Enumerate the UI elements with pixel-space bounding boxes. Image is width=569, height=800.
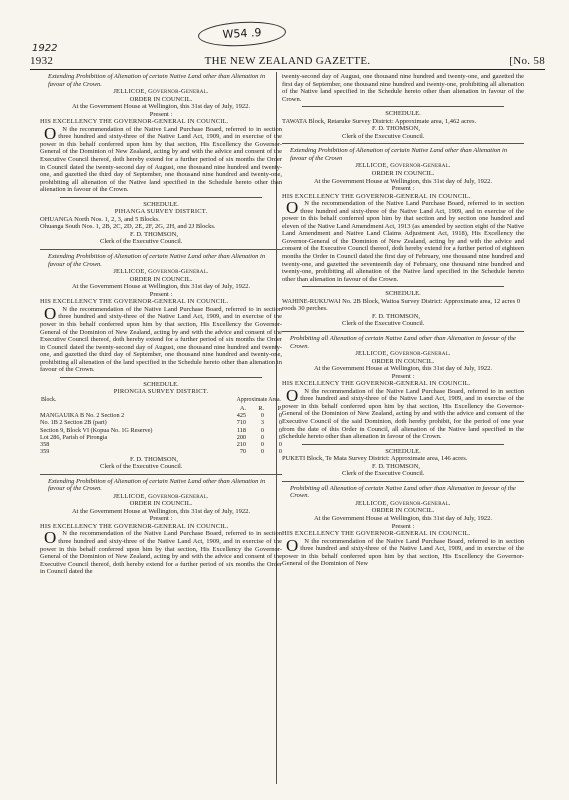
signature-title: Clerk of the Executive Council. [342,132,425,140]
block-cell: No. 1B 2 Section 2B (part) [40,419,107,427]
divider [302,106,504,107]
present-label: Present : [149,290,173,298]
notice-heading: Extending Prohibition of Alienation of certain Native Land other than Alienation in favour of the Crown [290,147,508,162]
signature-name: F. D. THOMSON, [372,312,420,320]
block-cell: Lot 286, Parish of Pirongia [40,433,108,441]
excellency-line: HIS EXCELLENCY THE GOVERNOR-GENERAL IN COUNCIL. [40,298,229,306]
governor-line: JELLICOE, Governor-General. [113,268,209,276]
section-rule [282,481,524,482]
acres-cell: 425 [236,412,246,420]
header-rule [30,69,545,70]
present-label: Present : [149,110,173,118]
perches-cell: 0 [278,433,282,441]
unit-acres: A. [239,405,246,413]
present-label: Present : [149,515,173,523]
block-cell: 359 [40,448,50,456]
notice-puketi [282,335,524,478]
roods-cell: 0 [260,441,264,449]
notice-body-continued: twenty-second day of August, one thousand nine hundred and twenty-one, and gazetted the first day of September, one thousand nine hundred and twenty-one, prohibiting all alienation of the Native land specified in the Schedule hereto other than alienation in favour of the Crown. [282,73,524,103]
excellency-line: HIS EXCELLENCY THE GOVERNOR-GENERAL IN COUNCIL. [40,522,229,530]
notice-body [40,123,282,194]
signature-title: Clerk of the Executive Council. [100,463,183,471]
perches-cell: 0 [278,441,282,449]
acres-cell: 70 [239,448,246,456]
present-label: Present : [391,185,415,193]
signature-name: F. D. THOMSON, [372,462,420,470]
survey-district: PIRONGIA SURVEY DISTRICT. [113,388,209,396]
place-date: At the Government House at Wellington, this 31st day of July, 1922. [313,365,493,373]
schedule-line: TAWATA Block, Retaruke Survey District: Approximate area, 1,462 acres. [282,117,477,125]
notice-tawata [282,73,524,140]
roods-cell: 3 [260,419,264,427]
order-title: ORDER IN COUNCIL. [129,500,193,508]
governor-line: JELLICOE, Governor-General. [355,499,451,507]
notice-body [282,200,524,283]
excellency-line: HIS EXCELLENCY THE GOVERNOR-GENERAL IN COUNCIL. [282,530,471,538]
schedule-title: SCHEDULE. [143,200,179,208]
signature-title: Clerk of the Executive Council. [342,320,425,328]
order-title: ORDER IN COUNCIL. [129,95,193,103]
divider [60,197,262,198]
schedule-title: SCHEDULE. [385,110,421,118]
order-title: ORDER IN COUNCIL. [371,357,435,365]
perches-cell: 0 [278,448,282,456]
drop-cap: O [44,303,57,323]
block-cell: MANGAUIKA B No. 2 Section 2 [40,412,125,420]
unit-perches: P. [277,405,282,413]
drop-cap: O [286,535,299,555]
drop-cap: O [286,385,299,405]
gazette-title: THE NEW ZEALAND GAZETTE. [204,55,371,67]
notice-wahine-rukuwai [282,147,524,328]
schedule-title: SCHEDULE. [385,447,421,455]
notice-body-text: N the recommendation of the Native Land Purchase Board, referred to in section three hundred and sixty-three of the Native Land Act, 1909, and in exercise of the power in this behalf conferred upon him by that section, His Excellency the Governor-General of the Dominion of New [282,537,524,568]
schedule-title: SCHEDULE. [385,290,421,298]
notice-heading: Prohibiting all Alienation of certain Native Land other than Alienation in favour of the Crown. [290,484,516,500]
drop-cap: O [44,123,57,143]
schedule-line: WAHINE-RUKUWAI No. 2B Block, Waitoa Survey District: Approximate area, 12 acres 0 roods 30 perches. [282,297,520,313]
notice-heading: Extending Prohibition of Alienation of certain Native Land other than Alienation in favour of the Crown. [48,253,266,268]
table-row [40,427,282,434]
schedule-line: PUKETI Block, Te Mata Survey District: Approximate area, 146 acres. [282,455,468,463]
notice-body-text: N the recommendation of the Native Land Purchase Board, referred to in section three hundred and sixty-three of the Native Land Act, 1909, and in exercise of the power in this behalf conferred upon him by that section, His Excellency the Governor-General of the Dominion of New Zealand, acting by and with the advice and consent of the Executive Council of the said Dominion, doth hereby prohibit, for the period of one year from the date of this Order in Council, all alienation of the Native land specified in the Schedule hereto other than alienation in favour of the Crown. [282,387,524,441]
block-cell: 358 [40,441,50,449]
perches-cell: 0 [278,419,282,427]
survey-district: PIHANGA SURVEY DISTRICT. [114,208,208,216]
archive-stamp: W54 .9 [197,20,286,49]
notice-pirongia [40,253,282,471]
schedule-title: SCHEDULE. [143,380,179,388]
page-number: 1932 [30,55,54,67]
table-header [40,396,282,405]
table-row [40,412,282,419]
schedule-table [40,396,282,456]
order-title: ORDER IN COUNCIL. [129,275,193,283]
right-column [282,73,524,568]
notice-body-text: N the recommendation of the Native Land Purchase Board, referred to in section three hundred and sixty-three of the Native Land Act, 1909, and in exercise of the power in this behalf conferred upon him by that section and by section one hundred and eleven of the Native Land Amendment Act, 1913 (as amended by section eight of the Native Land Amendment and Native Land Claims Adjustment Act, 1918), His Excellency the Governor-General of the Dominion of New Zealand, acting by and with the advice and consent of the Executive Council thereof, doth hereby extend for a further period of eighteen months the Order in Council dated the first day of February, one thousand nine hundred and twenty-one, and gazetted the seventeenth day of February, one thousand nine hundred and twenty-one, prohibiting all alienation of the Native land specified in the Schedule hereto other than alienation in favour of the Crown. [282,200,524,283]
schedule-line: OHUANGA North Nos. 1, 2, 3, and 5 Blocks. [40,215,160,223]
notice-heading: Extending Prohibition of Alienation of certain Native Land other than Alienation in favour of the Crown. [48,73,266,88]
signature-name: F. D. THOMSON, [130,455,178,463]
table-row [40,419,282,426]
notice-pihanga [40,73,282,246]
notice-body [40,303,282,374]
column-header-block: Block. [41,396,57,403]
unit-roods: R. [258,405,264,413]
notice-heading: Extending Prohibition of Alienation of certain Native Land other than Alienation in favour of the Crown. [48,477,266,493]
signature-name: F. D. THOMSON, [130,230,178,238]
place-date: At the Government House at Wellington, this 31st day of July, 1922. [71,507,251,515]
order-title: ORDER IN COUNCIL. [371,170,435,178]
governor-line: JELLICOE, Governor-General. [113,492,209,500]
notice-body [40,530,282,575]
roods-cell: 0 [260,412,264,420]
signature-name: F. D. THOMSON, [372,125,420,133]
governor-line: JELLICOE, Governor-General. [355,350,451,358]
divider [60,377,262,378]
acres-cell: 210 [236,441,246,449]
acres-cell: 118 [236,426,246,434]
governor-line: JELLICOE, Governor-General. [355,162,451,170]
issue-number: [No. 58 [509,55,545,67]
notice-body [282,535,524,568]
perches-cell: 0 [278,412,282,420]
running-header [30,55,545,69]
section-rule [282,331,524,332]
notice-final [282,485,524,568]
present-label: Present : [391,372,415,380]
governor-line: JELLICOE, Governor-General. [113,88,209,96]
signature-title: Clerk of the Executive Council. [100,238,183,246]
roods-cell: 0 [260,448,264,456]
table-row [40,441,282,448]
column-header-area: Approximate Area. [236,396,281,403]
section-rule [282,143,524,144]
place-date: At the Government House at Wellington, this 31st day of July, 1922. [313,177,493,185]
drop-cap: O [286,198,299,218]
acres-cell: 710 [236,419,246,427]
drop-cap: O [44,528,57,548]
notice-heading: Prohibiting all Alienation of certain Native Land other than Alienation in favour of the Crown. [290,334,516,350]
section-rule [40,249,282,250]
notice-body-text: N the recommendation of the Native Land Purchase Board, referred to in section three hundred and sixty-three of the Native Land Act, 1909, and in exercise of the power in this behalf conferred upon him by that section, His Excellency the Governor-General of the Dominion of New Zealand, acting by and with the advice and consent of the Executive Council thereof, doth hereby extend for a further period of six months the Order in Council dated the twenty-second day of August, one thousand nine hundred and twenty-one, and gazetted the third day of September, one thousand nine hundred and twenty-one, prohibiting all alienation of the Native land specified in the Schedule hereto other than alienation in favour of the Crown. [40,125,282,194]
section-rule [40,474,282,475]
handwritten-year: 1922 [32,43,58,54]
notice-third [40,478,282,576]
notice-body-text: N the recommendation of the Native Land Purchase Board, referred to in section three hundred and sixty-three of the Native Land Act, 1909, and in exercise of the power in this behalf conferred upon him by that section, His Excellency the Governor-General of the Dominion of New Zealand, acting by and with the advice and consent of the Executive Council thereof, doth hereby extend for a further period of six months the Order in Council dated the twenty-second day of August, one thousand nine hundred and twenty-one, and gazetted the third day of September, one thousand nine hundred and twenty-one, prohibiting all alienation of the land specified in the Schedule hereto other than alienation in favour of the Crown. [40,305,282,374]
excellency-line: HIS EXCELLENCY THE GOVERNOR-GENERAL IN COUNCIL. [282,192,471,200]
table-row [40,448,282,455]
table-row [40,434,282,441]
place-date: At the Government House at Wellington, this 31st day of July, 1922. [313,514,493,522]
notice-body [282,385,524,441]
divider [302,286,504,287]
acres-cell: 200 [236,433,246,441]
roods-cell: 0 [260,433,264,441]
roods-cell: 0 [260,426,264,434]
perches-cell: 0 [278,426,282,434]
table-units [40,405,282,412]
order-title: ORDER IN COUNCIL. [371,507,435,515]
notice-body-text: N the recommendation of the Native Land Purchase Board, referred to in section three hundred and sixty-three of the Native Land Act, 1909, and in exercise of the power in this behalf conferred upon him by that section, His Excellency the Governor-General of the Dominion of New Zealand, acting by and with the advice and consent of the Executive Council thereof, doth hereby extend for a further period of six months the Order in Council dated the [40,530,282,576]
present-label: Present : [391,522,415,530]
place-date: At the Government House at Wellington, this 31st day of July, 1922. [71,103,251,111]
signature-title: Clerk of the Executive Council. [342,470,425,478]
left-column [40,73,282,576]
place-date: At the Government House at Wellington, this 31st day of July, 1922. [71,283,251,291]
schedule-line: Ohuanga South Nos. 1, 2B, 2C, 2D, 2E, 2F, 2G, 2H, and 2J Blocks. [40,223,216,231]
block-cell: Section 9, Block VI (Kopua No. 1G Reserve) [40,426,153,434]
divider [302,444,504,445]
excellency-line: HIS EXCELLENCY THE GOVERNOR-GENERAL IN COUNCIL. [40,118,229,126]
excellency-line: HIS EXCELLENCY THE GOVERNOR-GENERAL IN COUNCIL. [282,380,471,388]
